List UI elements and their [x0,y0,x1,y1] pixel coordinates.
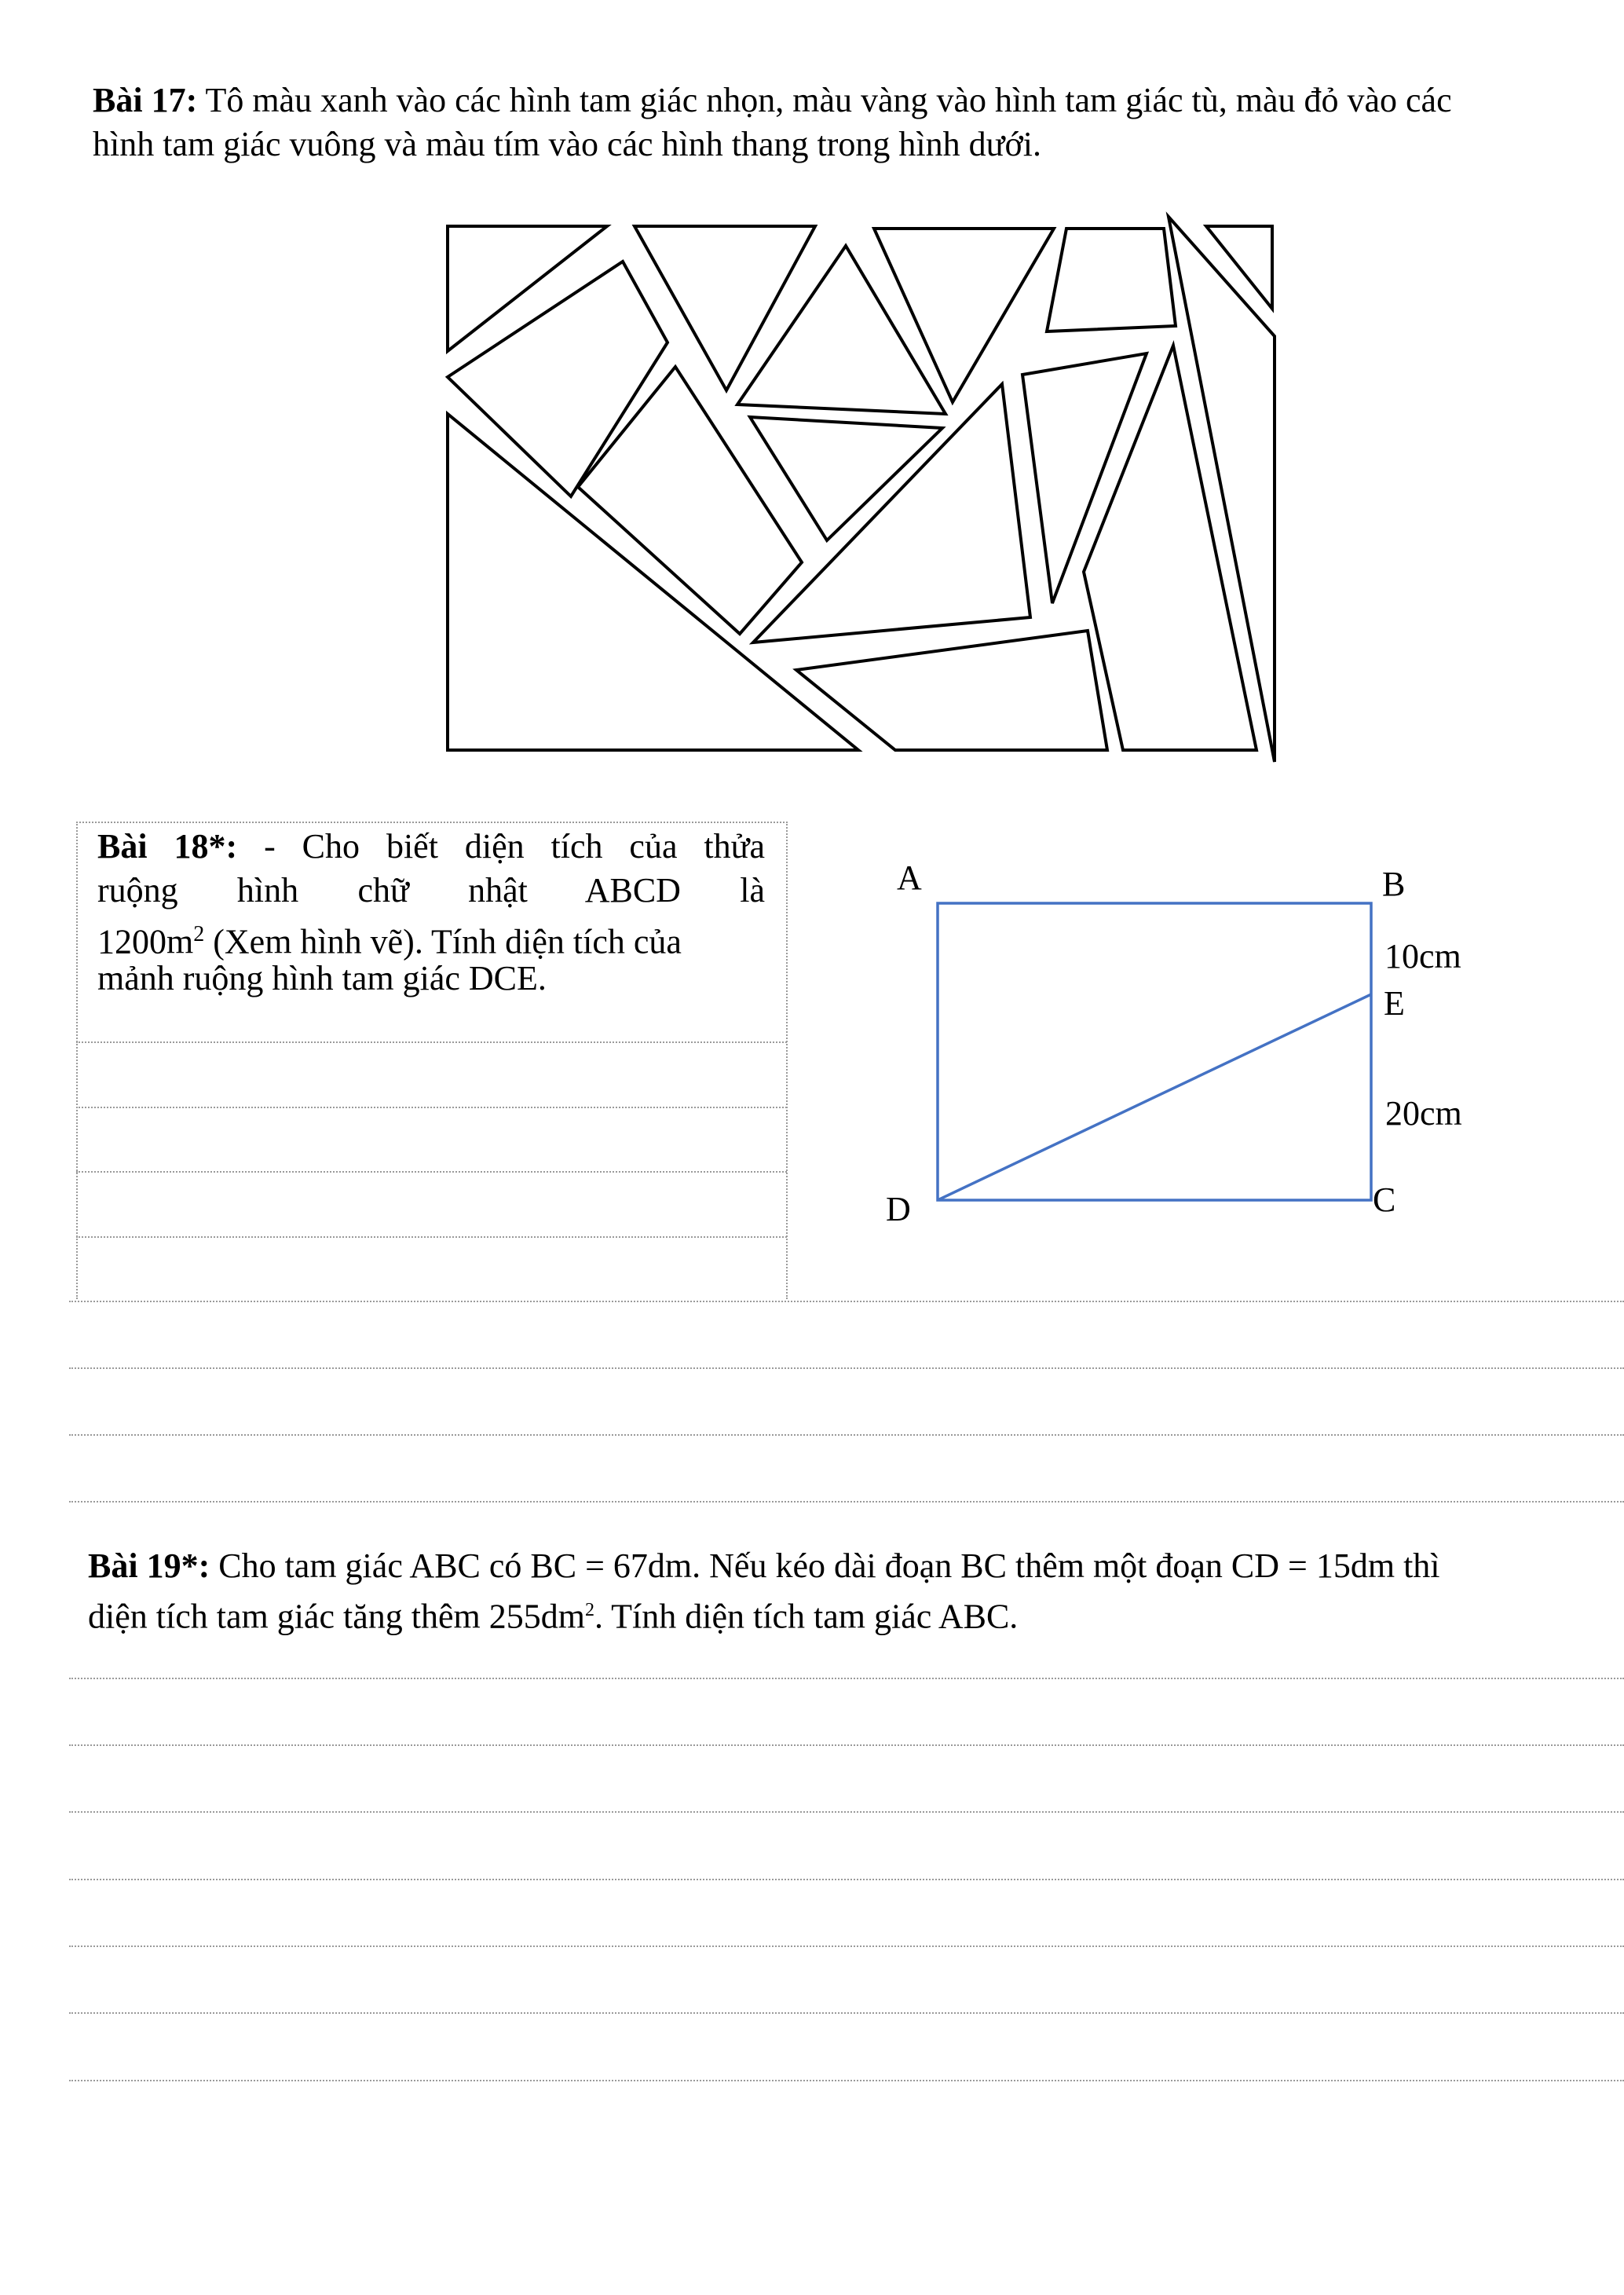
answer-line[interactable] [69,1744,1624,1746]
answer-line[interactable] [76,1107,787,1108]
answer-line[interactable] [76,1171,787,1173]
answer-line[interactable] [69,1811,1624,1813]
label-d: D [886,1190,911,1228]
shape-triangle [448,262,668,496]
exercise-18-text-1: - Cho biết diện tích của thửa [264,827,766,866]
answer-line[interactable] [69,1434,1624,1436]
shape-triangle [1084,346,1256,750]
label-be-length: 10cm [1384,937,1461,975]
answer-line[interactable] [69,1301,1624,1302]
area-exponent: 2 [193,922,205,946]
answer-line[interactable] [69,1367,1624,1369]
exercise-17-text: Tô màu xanh vào các hình tam giác nhọn, màu vàng vào hình tam giác tù, màu đỏ vào các hình tam giác vuông và màu tím vào các hình thang trong hình dưới. [93,81,1452,163]
label-ec-length: 20cm [1385,1094,1462,1133]
exercise-18-label: Bài 18*: [97,827,238,866]
shape-triangle [750,417,942,540]
label-b: B [1382,865,1406,903]
segment-de [938,994,1371,1200]
exercise-19-text-2: . Tính diện tích tam giác ABC. [594,1597,1019,1636]
exercise-19-text-1: Cho tam giác ABC có BC = 67dm. Nếu kéo dài đoạn BC thêm một đoạn CD = 15dm thì diện tích tam giác tăng thêm 255dm [88,1546,1440,1636]
rectangle-abcd [938,903,1371,1200]
exercise-18-line-1 [97,825,765,869]
answer-line[interactable] [69,2080,1624,2081]
answer-line[interactable] [69,1945,1624,1947]
shape-triangle [1169,217,1275,762]
shape-triangle [635,226,815,390]
exercise-18-line-2: ruộng hình chữ nhật ABCD là [97,871,765,910]
answer-line[interactable] [69,1678,1624,1679]
label-a: A [897,858,922,897]
exercise-18-line-4: mảnh ruộng hình tam giác DCE. [97,959,547,997]
answer-line[interactable] [69,1501,1624,1503]
shapes-figure [0,0,1624,785]
answer-line[interactable] [76,1041,787,1043]
rectangle-abcd-figure [864,848,1508,1257]
exercise-19-prompt [88,1544,1478,1639]
shape-triangle [753,384,1030,642]
answer-line[interactable] [76,1236,787,1238]
exercise-18-prompt [97,825,765,1001]
shape-triangle [737,246,946,414]
shape-trapezoid [1047,229,1176,331]
exercise-19-label: Bài 19*: [88,1546,210,1585]
exercise-18-line-3 [97,913,765,961]
label-e: E [1384,984,1405,1023]
exercise-18-text-3: (Xem hình vẽ). Tính diện tích của [204,922,682,961]
exercise-17-label: Bài 17: [93,81,198,119]
exercise-19-exponent: 2 [584,1600,594,1620]
shape-triangle [874,229,1054,402]
shape-triangle [448,414,858,750]
label-c: C [1373,1180,1396,1219]
answer-line[interactable] [69,2012,1624,2014]
area-value: 1200m [97,922,194,961]
answer-line[interactable] [69,1879,1624,1880]
shape-triangle [796,631,1107,750]
